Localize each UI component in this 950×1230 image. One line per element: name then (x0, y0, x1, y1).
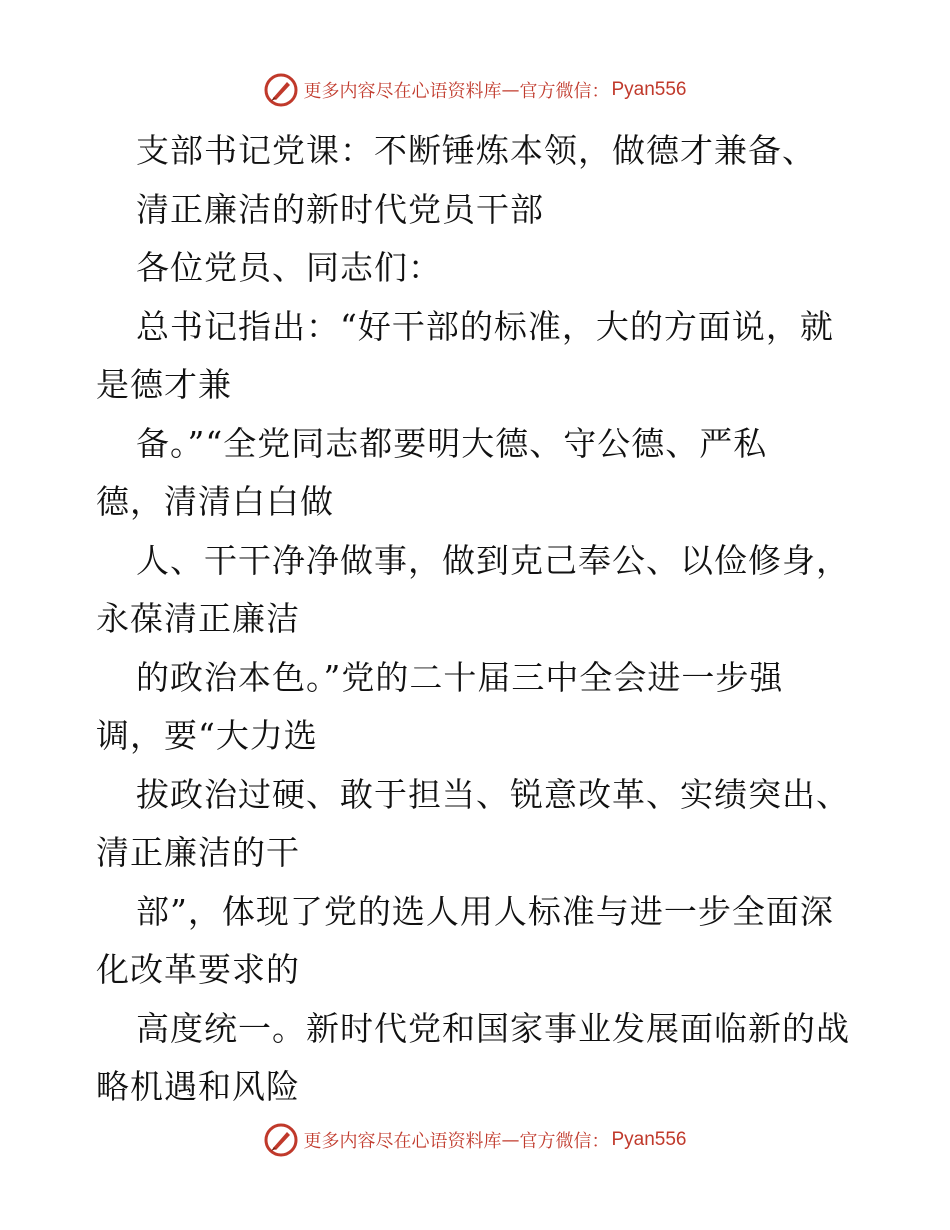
header-banner-content (263, 72, 686, 108)
doc-title-line-2: 清正廉洁的新时代党员干部 (136, 189, 544, 229)
footer-banner-separator: — (501, 1129, 520, 1151)
doc-line: 人、干干净净做事，做到克己奉公、以俭修身， (136, 540, 850, 580)
doc-title-line-1: 支部书记党课：不断锤炼本领，做德才兼备、 (136, 131, 816, 170)
doc-line: 是德才兼 (96, 365, 232, 404)
doc-line: 德，清清白白做 (96, 482, 334, 521)
document-body (96, 122, 866, 1117)
header-banner-account: Pyan556 (611, 79, 687, 100)
footer-banner-label: 官方微信： (519, 1131, 610, 1152)
header-banner-separator: — (501, 79, 520, 101)
header-banner-text: 更多内容尽在心语资料库 (303, 81, 502, 102)
doc-line: 总书记指出：“好干部的标准，大的方面说，就 (136, 306, 834, 346)
header-banner-label: 官方微信： (519, 81, 610, 102)
quill-pen-icon (263, 72, 299, 108)
footer-banner (0, 1120, 950, 1160)
doc-line: 备。”“全党同志都要明大德、守公德、严私 (136, 423, 768, 463)
doc-line: 调，要“大力选 (96, 716, 318, 755)
footer-banner-account: Pyan556 (611, 1129, 687, 1150)
doc-line: 部”，体现了党的选人用人标准与进一步全面深 (136, 891, 834, 931)
doc-line: 永葆清正廉洁 (96, 599, 300, 638)
doc-salutation: 各位党员、同志们： (136, 248, 442, 287)
doc-line: 清正廉洁的干 (96, 833, 300, 872)
doc-line: 的政治本色。”党的二十届三中全会进一步强 (136, 657, 784, 697)
doc-line: 略机遇和风险 (96, 1067, 300, 1106)
footer-banner-content (263, 1122, 686, 1158)
doc-line: 化改革要求的 (96, 950, 300, 989)
doc-line: 拔政治过硬、敢于担当、锐意改革、实绩突出、 (136, 774, 850, 814)
header-banner (0, 70, 950, 110)
quill-pen-icon (263, 1122, 299, 1158)
footer-banner-text: 更多内容尽在心语资料库 (303, 1131, 502, 1152)
doc-line: 高度统一。新时代党和国家事业发展面临新的战 (136, 1008, 850, 1048)
